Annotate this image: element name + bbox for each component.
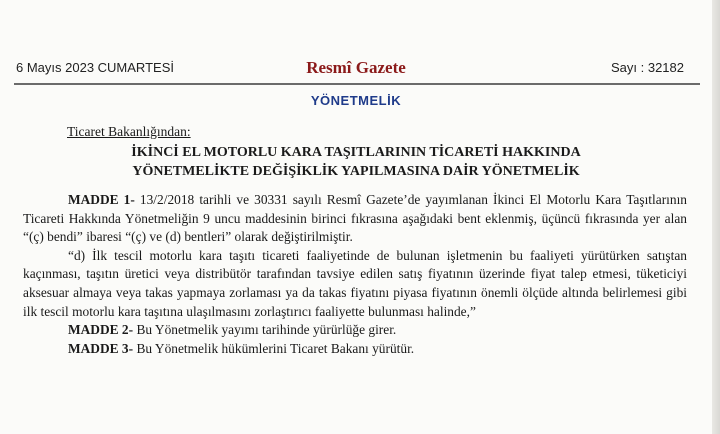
document-body [23,191,687,358]
article-3 [23,340,687,359]
section-title: YÖNETMELİK [310,93,402,108]
document-title [0,143,712,181]
article-text: “d) İlk tescil motorlu kara taşıtı ticareti faaliyetinde de bulunan işletmenin bu faaliyeti yürütürken satıştan kaçınması, taşıtın üretici veya distribütör tarafından tavsiye edilen satış fiyatının üzerinde fiyat talep etmesi, tüketiciyi aksesuar almaya veya takas yapmaya zorlaması ya da takas fiyatını piyasa fiyatının önemli ölçüde altında belirlemesi gibi ilk tescil motorlu kara taşıtına ulaşılmasını zorlaştırıcı faaliyette bulunması halinde,” [23,247,687,319]
article-label: MADDE 3- [68,340,134,356]
publication-date: 6 Mayıs 2023 CUMARTESİ [16,60,174,75]
page-edge-shadow [712,0,720,434]
article-2 [23,321,687,340]
article-1-clause-d [23,247,687,321]
article-1 [23,191,687,247]
document-title-line-2: YÖNETMELİKTE DEĞİŞİKLİK YAPILMASINA DAİR YÖNETMELİK [132,164,580,179]
header-divider [14,83,700,85]
issue-number: Sayı : 32182 [611,60,684,75]
article-text: 13/2/2018 tarihli ve 30331 sayılı Resmî Gazete’de yayımlanan İkinci El Motorlu Kara Taşıtlarının Ticareti Hakkında Yönetmeliğin 9 uncu maddesinin birinci fıkrasına aşağıdaki bent eklenmiş, üçüncü fıkrasında yer alan “(ç) bendi” ibaresi “(ç) ve (d) bentleri” olarak değiştirilmiştir. [23,192,687,245]
document-title-line-1: İKİNCİ EL MOTORLU KARA TAŞITLARININ TİCARETİ HAKKINDA [131,145,581,160]
article-label: MADDE 2- [68,322,134,338]
article-text: Bu Yönetmelik hükümlerini Ticaret Bakanı yürütür. [133,340,415,356]
gazette-title: Resmî Gazete [306,58,406,77]
article-label: MADDE 1- [68,192,135,207]
article-text: Bu Yönetmelik yayımı tarihinde yürürlüğe girer. [133,322,397,338]
ministry-name: Ticaret Bakanlığından: [67,124,191,139]
